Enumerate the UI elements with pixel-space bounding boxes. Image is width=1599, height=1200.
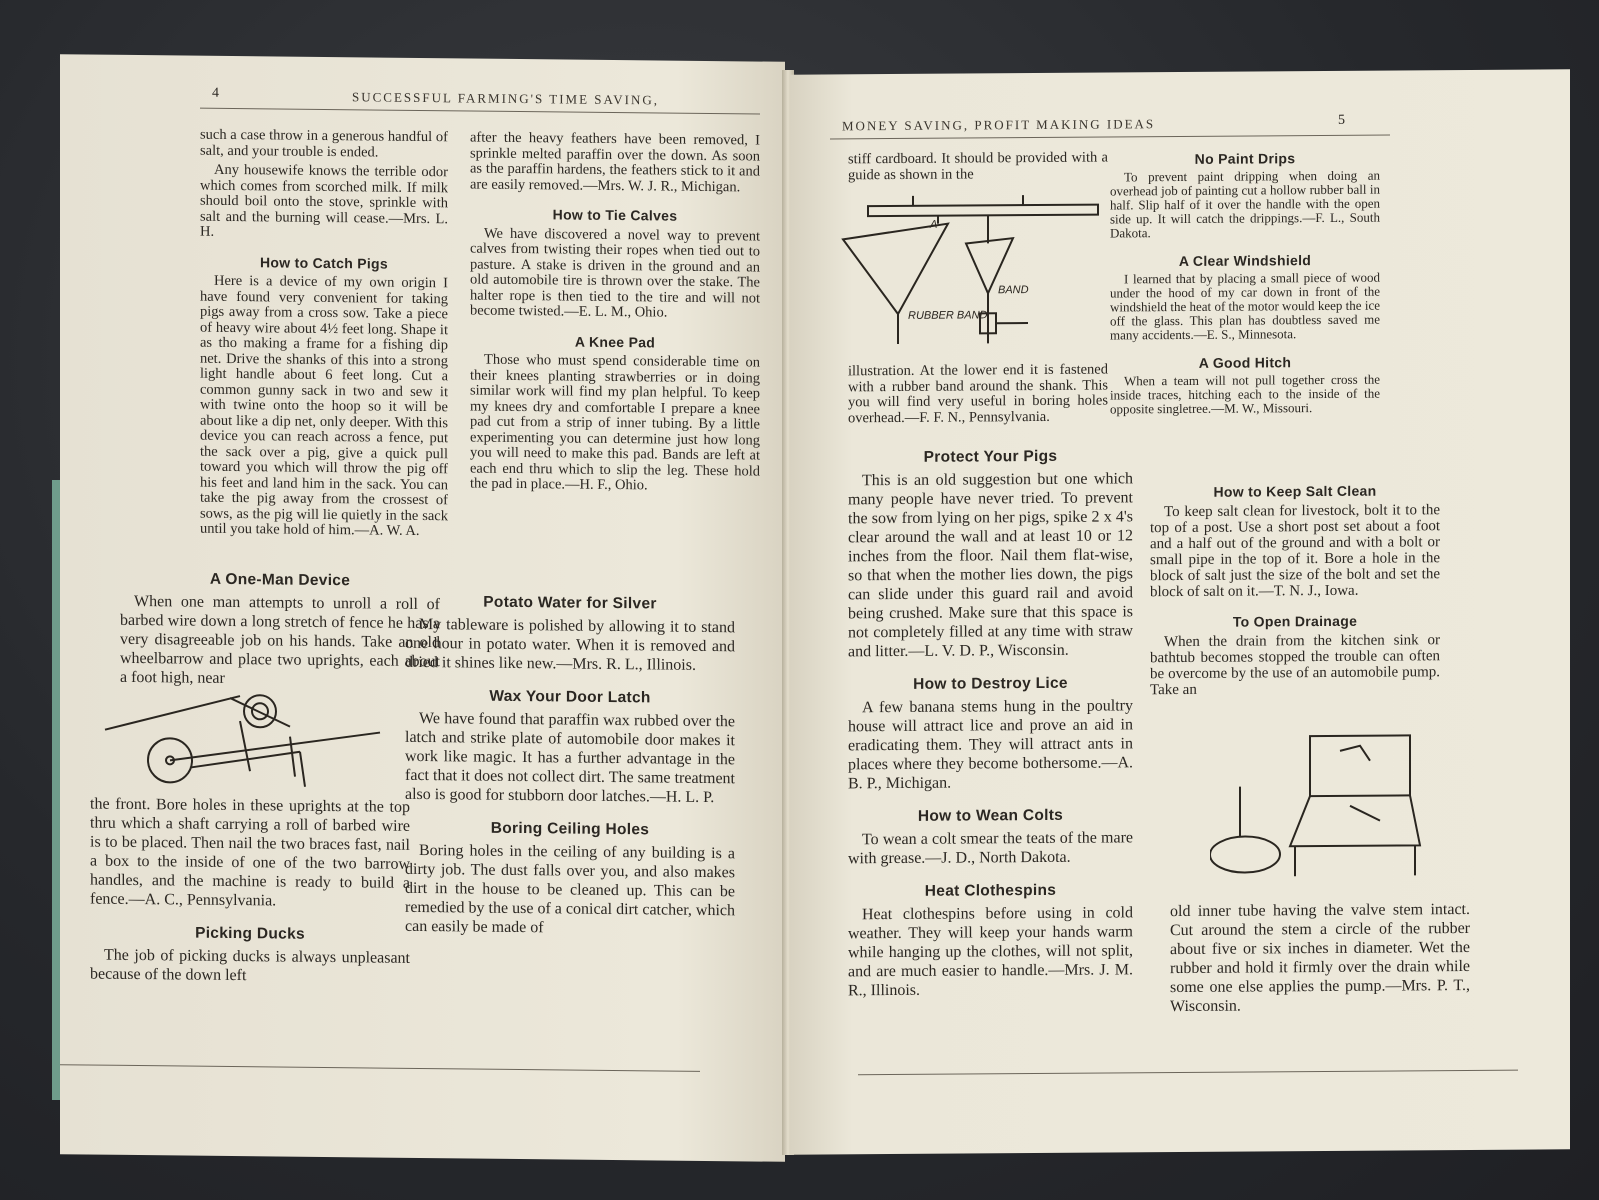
wheelbarrow-illustration <box>100 675 390 798</box>
left-column-1 <box>200 128 448 544</box>
article-title: Protect Your Pigs <box>923 447 1058 466</box>
article-text: stiff cardboard. It should be provided with a guide as shown in the <box>848 149 1108 183</box>
article-title: Potato Water for Silver <box>483 593 657 613</box>
article-title: How to Catch Pigs <box>260 253 388 272</box>
left-page <box>60 54 785 1162</box>
article-text: When the drain from the kitchen sink or bathtub becomes stopped the trouble can often be overcome by the use of an automobile pump. Take an <box>1150 632 1440 699</box>
article-text: such a case throw in a generous handful of salt, and your trouble is ended. <box>200 126 448 161</box>
illustration-label: BAND <box>998 284 1029 297</box>
page-number: 4 <box>212 85 219 101</box>
article-text: When one man attempts to unroll a roll of barbed wire down a long stretch of fence he has a very disagreeable job on his hands. Take an old wheelbarrow and place two uprights, each about a foot high, near <box>120 592 440 687</box>
article-text: This is an old suggestion but one which many people have never tried. To prevent the sow from lying on her pigs, spike 2 x 4's clear around the wall and at least 10 or 12 inches from the floor. Nail them flat-wise, so that when the mother lies down, the pigs can slide under this guard rail and avoid being crushed. Make sure that this space is not completely filled at any time with straw and litter.—L. V. D. P., Wisconsin. <box>848 470 1133 661</box>
article-title: How to Destroy Lice <box>913 674 1068 693</box>
article-text: We have discovered a novel way to prevent calves from twisting their ropes when tied out to pasture. A stake is driven in the ground and an old automobile tire is thrown over the stake. The halter rope is then tied to the tire and will not become twisted.—E. L. M., Ohio. <box>470 225 760 321</box>
header-rule <box>830 135 1390 140</box>
right-page <box>790 69 1570 1154</box>
illustration-label: A <box>930 218 938 231</box>
left-column-2-lower <box>405 578 735 943</box>
article-text: To wean a colt smear the teats of the mare with grease.—J. D., North Dakota. <box>848 829 1133 868</box>
article-title: No Paint Drips <box>1194 150 1296 167</box>
article-text: illustration. At the lower end it is fastened with a rubber band around the shank. This you will find very useful in boring holes overhead.—F. F. N., Pennsylvania. <box>848 361 1108 426</box>
article-text: old inner tube having the valve stem intact. Cut around the stem a circle of the rubber about five or six inches in diameter. Wet the rubber and hold it firmly over the drain while some one else applies the pump.—Mrs. P. T., Wisconsin. <box>1170 900 1470 1016</box>
article-text: Those who must spend considerable time on their knees planting strawberries or in doing similar work will find my plan helpful. To keep my knees dry and comfortable I prepare a knee pad cut from a strip of inner tubing. By a little experimenting you can determine just how long you will need to make this pad. Bands are left at each end thru which to slip the leg. These hold the pad in place.—H. F., Ohio. <box>470 351 760 494</box>
running-header: MONEY SAVING, PROFIT MAKING IDEAS <box>842 116 1156 134</box>
running-header: SUCCESSFUL FARMING'S TIME SAVING, <box>352 89 659 108</box>
article-title: To Open Drainage <box>1232 612 1358 630</box>
right-column-1-top <box>848 151 1108 188</box>
article-text: A few banana stems hung in the poultry house will attract lice and prove an aid in eradicating them. They will attract ants in places where they become bothersome.—A. B. P., Michigan. <box>848 697 1133 793</box>
article-text: after the heavy feathers have been removed, I sprinkle melted paraffin over the down. As soon as the paraffin hardens, the feathers stick to it and are easily removed.—Mrs. W. J. R., Michigan. <box>470 129 760 195</box>
article-text: The job of picking ducks is always unpleasant because of the down left <box>90 946 410 985</box>
article-title: A One-Man Device <box>209 570 351 590</box>
article-text: Boring holes in the ceiling of any building is a dirty job. The dust falls over you, and also makes dirt in the house to be cleaned up. This can be remedied by the use of a conical dirt catcher, which can easily be made of <box>405 841 735 937</box>
header-rule <box>200 108 760 115</box>
left-column-1-bottom <box>90 795 410 991</box>
right-column-1-mid <box>848 363 1108 431</box>
article-title: How to Keep Salt Clean <box>1213 482 1377 500</box>
sink-pump-illustration <box>1210 725 1440 887</box>
article-title: A Good Hitch <box>1198 354 1292 371</box>
page-number: 5 <box>1338 112 1345 128</box>
right-column-2-lower <box>1150 468 1440 702</box>
article-title: A Clear Windshield <box>1178 252 1312 270</box>
article-text: Heat clothespins before using in cold weather. They will keep your hands warm while hanging up the clothes, will not split, and are much easier to handle.—Mrs. J. M. R., Illinois. <box>848 904 1133 1000</box>
article-title: Picking Ducks <box>195 924 305 943</box>
article-text: When a team will not pull together cross the inside traces, hitching each to the inside of the opposite singletree.—M. W., Missouri. <box>1110 371 1380 417</box>
article-text: Any housewife knows the terrible odor which comes from scorched milk. If milk should boil onto the stove, sprinkle with salt and the burning will cease.—Mrs. L. H. <box>200 161 448 240</box>
article-text: To keep salt clean for livestock, bolt it to the top of a post. Use a short post set about a foot and a half out of the ground and with a bolt or small pipe in the top of it. Bore a hole in the block of salt just the size of the bolt and set the block of salt on it.—T. N. J., Iowa. <box>1150 502 1440 601</box>
article-title: Wax Your Door Latch <box>489 687 651 707</box>
left-column-2 <box>470 130 760 499</box>
left-column-1-lower <box>120 555 440 694</box>
article-text: Here is a device of my own origin I have found very convenient for taking pigs away from a cross sow. Take a piece of heavy wire about 4½ feet long. Shape it as tho making a frame for a fishing dip net. Drive the shanks of this into a strong light handle about 6 feet long. Cut a common gunny sack in two and sew it with twine onto the hoop so it will be about like a dip net, only deeper. With this device you can reach across a fence, put the sack over a pig, give a quick pull toward you which will throw the pig off his feet and land him in the sack. You can take the pig away from the crossest of sows, as the pig will lie quietly in the sack until you take hold of him.—A. W. A. <box>200 272 448 539</box>
article-title: How to Wean Colts <box>917 806 1064 825</box>
footer-rule <box>858 1070 1518 1076</box>
article-title: A Knee Pad <box>574 333 656 350</box>
article-text: I learned that by placing a small piece of wood under the hood of my car down in front of the windshield the heat of the motor would keep the ice off the glass. This plan has doubtless saved me many accidents.—E. S., Minnesota. <box>1110 269 1380 343</box>
illustration-label: RUBBER BAND <box>908 309 988 322</box>
article-text: To prevent paint dripping when doing an overhead job of painting cut a hollow rubber ball in half. Slip half of it over the handle with the open side up. It will catch the drippings.—F. L., South Dakota. <box>1110 167 1380 241</box>
footer-rule <box>60 1064 700 1072</box>
article-text: the front. Bore holes in these uprights at the top thru which a shaft carrying a roll of barbed wire is to be placed. Then nail the two braces fast, nail a box to the inside of one of the two barrow handles, and the machine is ready to build a fence.—A. C., Pennsylvania. <box>90 795 410 910</box>
article-title: Heat Clothespins <box>924 881 1057 900</box>
article-title: How to Tie Calves <box>552 206 678 224</box>
article-title: Boring Ceiling Holes <box>490 819 650 839</box>
right-column-1-lower <box>848 432 1133 1004</box>
right-column-2-bottom <box>1170 900 1470 1020</box>
article-text: We have found that paraffin wax rubbed over the latch and strike plate of automobile door makes it work like magic. It has a further advantage in the fact that it does not collect dirt. The same treatment also is good for stubborn door latches.—H. L. P. <box>405 709 735 807</box>
right-column-2 <box>1110 149 1380 421</box>
dirt-catcher-illustration <box>838 193 1108 355</box>
article-text: My tableware is polished by allowing it to stand one hour in potato water. When it is removed and dried it shines like new.—Mrs. R. L., Illinois. <box>405 615 735 674</box>
